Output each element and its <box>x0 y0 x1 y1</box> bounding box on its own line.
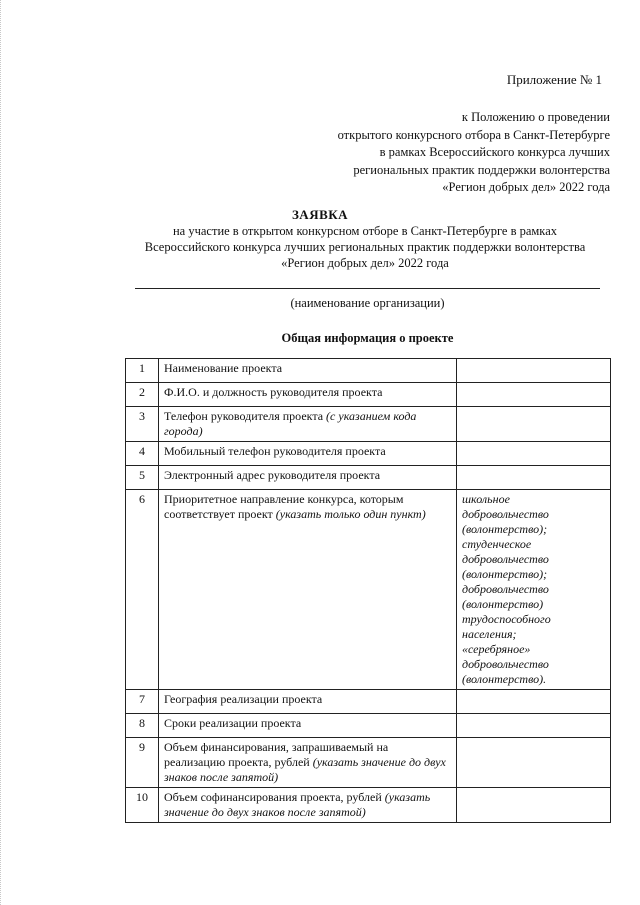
row-value-cell[interactable] <box>457 466 611 490</box>
subtitle-line: на участие в открытом конкурсном отборе в Санкт-Петербурге в рамках <box>172 224 557 238</box>
row-value-cell[interactable] <box>457 788 611 823</box>
value-option-line: (волонтерство). <box>462 672 547 686</box>
row-value-cell[interactable] <box>457 407 611 442</box>
application-title: ЗАЯВКА <box>291 207 349 222</box>
table-row <box>126 442 611 466</box>
section-title: Общая информация о проекте <box>281 331 454 345</box>
row-value-cell[interactable] <box>457 490 611 690</box>
row-number: 10 <box>126 788 159 823</box>
row-number: 5 <box>126 466 159 490</box>
value-option-line: (волонтерство); <box>462 522 548 536</box>
row-label-text: Ф.И.О. и должность руководителя проекта <box>164 385 383 399</box>
row-number: 3 <box>126 407 159 442</box>
subtitle-line: «Регион добрых дел» 2022 года <box>281 256 449 270</box>
table-row <box>126 714 611 738</box>
row-note: (указать значение до двух знаков после запятой) <box>164 755 446 784</box>
annex-reference <box>280 109 610 197</box>
row-label-text: Мобильный телефон руководителя проекта <box>164 444 386 458</box>
row-label-text: Объем финансирования, запрашиваемый на реализацию проекта, рублей <box>164 740 389 769</box>
value-option-line: добровольчество <box>462 507 549 521</box>
value-option-line: добровольчество <box>462 657 549 671</box>
table-row <box>126 690 611 714</box>
table-row <box>126 383 611 407</box>
table-row <box>126 407 611 442</box>
row-value-cell[interactable] <box>457 383 611 407</box>
table-row <box>126 490 611 690</box>
value-option-line: населения; <box>462 627 517 641</box>
row-label-text: Объем софинансирования проекта, рублей <box>164 790 385 804</box>
application-subtitle <box>100 223 630 271</box>
row-number: 2 <box>126 383 159 407</box>
table-row <box>126 466 611 490</box>
subtitle-line: Всероссийского конкурса лучших региональных практик поддержки волонтерства <box>144 240 586 254</box>
row-value-cell[interactable] <box>457 690 611 714</box>
value-option-line: школьное <box>462 492 510 506</box>
row-value-cell[interactable] <box>457 359 611 383</box>
row-note: (указать только один пункт) <box>275 507 426 521</box>
row-label <box>159 690 457 714</box>
row-number: 6 <box>126 490 159 690</box>
value-option-line: добровольчество <box>462 552 549 566</box>
row-number: 7 <box>126 690 159 714</box>
row-label-text: Наименование проекта <box>164 361 283 375</box>
row-value-cell[interactable] <box>457 714 611 738</box>
row-label <box>159 788 457 823</box>
row-label-text: Электронный адрес руководителя проекта <box>164 468 381 482</box>
row-number: 4 <box>126 442 159 466</box>
row-label <box>159 490 457 690</box>
row-label-text: Сроки реализации проекта <box>164 716 302 730</box>
value-option-line: (волонтерство) <box>462 597 544 611</box>
row-note: (указать значение до двух знаков после запятой) <box>164 790 431 819</box>
row-label <box>159 359 457 383</box>
row-label-text: География реализации проекта <box>164 692 323 706</box>
row-label-text: Приоритетное направление конкурса, которым соответствует проект <box>164 492 404 521</box>
table-row <box>126 359 611 383</box>
value-option-line: (волонтерство); <box>462 567 548 581</box>
row-label <box>159 383 457 407</box>
row-label <box>159 466 457 490</box>
table-row <box>126 788 611 823</box>
row-note: (с указанием кода города) <box>164 409 417 438</box>
row-value-cell[interactable] <box>457 738 611 788</box>
appendix-number: Приложение № 1 <box>506 72 602 87</box>
project-info-table <box>125 358 611 823</box>
annex-line: в рамках Всероссийского конкурса лучших <box>379 145 610 159</box>
annex-line: региональных практик поддержки волонтерства <box>353 162 610 177</box>
table-row <box>126 738 611 788</box>
annex-line: открытого конкурсного отбора в Санкт-Петербурге <box>337 127 610 142</box>
row-number: 9 <box>126 738 159 788</box>
value-option-line: «серебряное» <box>462 642 531 656</box>
annex-line: к Положению о проведении <box>461 110 610 124</box>
row-label <box>159 442 457 466</box>
row-label <box>159 407 457 442</box>
value-option-line: студенческое <box>462 537 532 551</box>
row-label <box>159 714 457 738</box>
organization-name-field[interactable] <box>135 288 600 289</box>
value-option-line: трудоспособного <box>462 612 551 626</box>
annex-line: «Регион добрых дел» 2022 года <box>442 180 610 194</box>
row-number: 8 <box>126 714 159 738</box>
row-number: 1 <box>126 359 159 383</box>
row-value-cell[interactable] <box>457 442 611 466</box>
organization-caption: (наименование организации) <box>290 296 445 310</box>
row-label-text: Телефон руководителя проекта <box>164 409 327 423</box>
value-option-line: добровольчество <box>462 582 549 596</box>
row-label <box>159 738 457 788</box>
page-edge-marks <box>0 0 7 905</box>
